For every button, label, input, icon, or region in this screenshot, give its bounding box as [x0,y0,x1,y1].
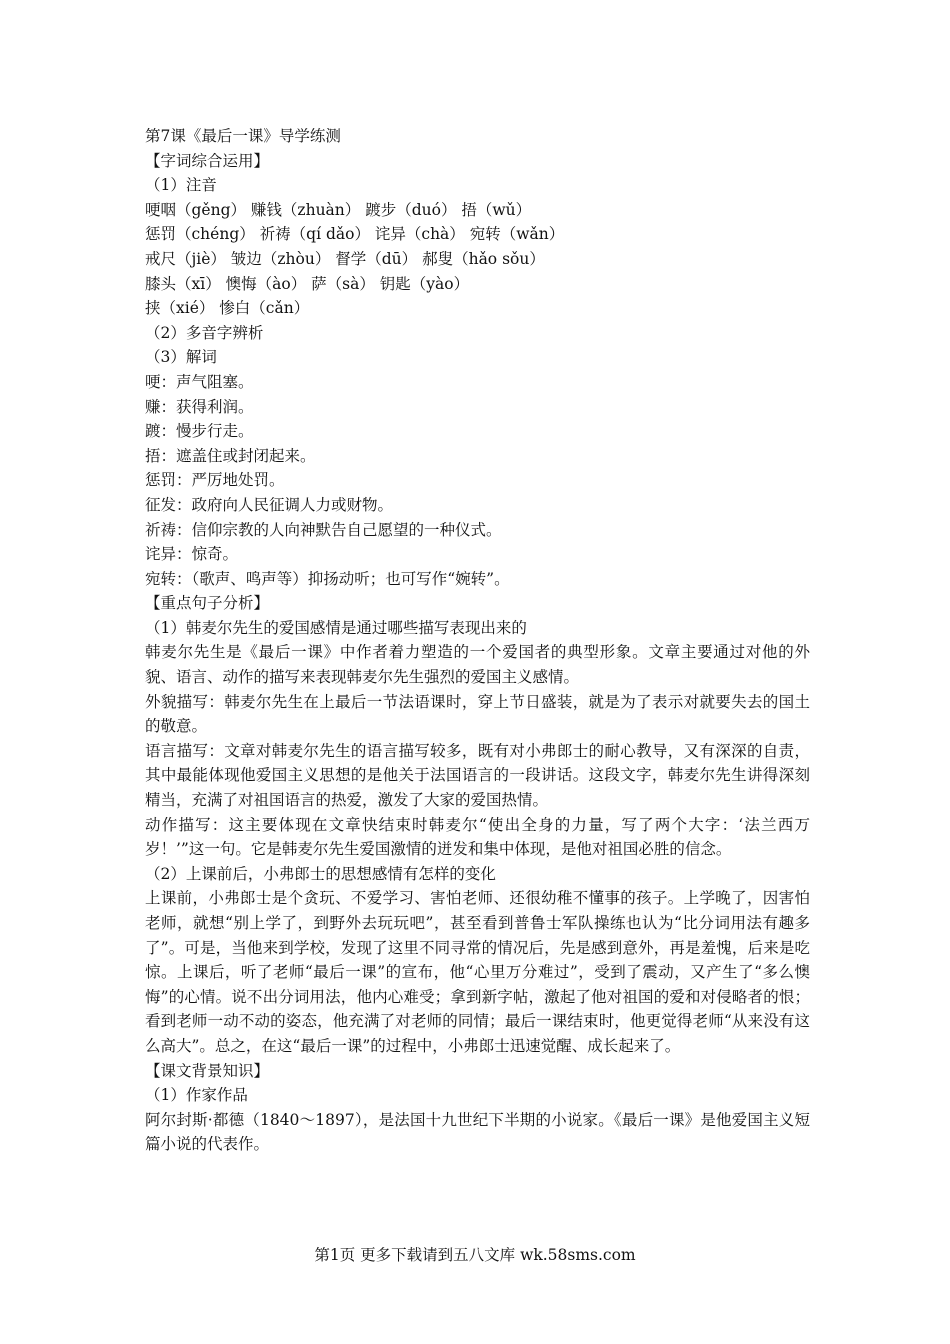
pinyin-line: 挟（xié） 惨白（cǎn） [145,299,310,318]
author-paragraph: 阿尔封斯·都德（1840～1897），是法国十九世纪下半期的小说家。《最后一课》是他爱国主义短篇小说的代表作。 [145,1110,810,1154]
definition-item: 哽：声气阻塞。 [145,372,254,391]
definition-item: 惩罚：严厉地处罚。 [145,471,285,490]
page-footer: 第1页 更多下载请到五八文库 wk.58sms.com [314,1246,636,1264]
definition-item: 征发：政府向人民征调人力或财物。 [145,495,394,514]
definition-item: 诧异：惊奇。 [145,545,239,564]
section-heading-vocabulary: 【字词综合运用】 [145,151,270,170]
document-body [145,124,810,1157]
pinyin-line: 膝头（xī） 懊悔（ào） 萨（sà） 钥匙（yào） [145,274,470,293]
question-heading: （2）上课前后，小弗郎士的思想感情有怎样的变化 [145,864,496,883]
definition-item: 赚：获得利润。 [145,397,254,416]
document-title: 第7课《最后一课》导学练测 [145,127,341,145]
answer-paragraph: 外貌描写：韩麦尔先生在上最后一节法语课时，穿上节日盛装，就是为了表示对就要失去的国土的敬意。 [145,692,810,736]
definition-item: 祈祷：信仰宗教的人向神默告自己愿望的一种仪式。 [145,520,502,539]
definition-item: 宛转：（歌声、鸣声等）抑扬动听；也可写作“婉转”。 [145,569,510,588]
section-heading-background: 【课文背景知识】 [145,1061,270,1080]
subheading-pinyin: （1）注音 [145,176,217,195]
answer-paragraph: 上课前，小弗郎士是个贪玩、不爱学习、害怕老师、还很幼稚不懂事的孩子。上学晚了，因害怕老师，就想“别上学了，到野外去玩玩吧”，甚至看到普鲁士军队操练也认为“比分词用法有趣多了”。可是，当他来到学校，发现了这里不同寻常的情况后，先是感到意外，再是羞愧，后来是吃惊。上课后，听了老师“最后一课”的宣布，他“心里万分难过”，受到了震动，又产生了“多么懊悔”的心情。说不出分词用法，他内心难受；拿到新字帖，激起了他对祖国的爱和对侵略者的恨；看到老师一动不动的姿态，他充满了对老师的同情；最后一课结束时，他更觉得老师“从来没有这么高大”。总之，在这“最后一课”的过程中，小弗郎士迅速觉醒、成长起来了。 [145,889,810,1055]
subheading-definitions: （3）解词 [145,348,217,367]
definition-item: 踱：慢步行走。 [145,422,254,441]
answer-paragraph: 韩麦尔先生是《最后一课》中作者着力塑造的一个爱国者的典型形象。文章主要通过对他的外貌、语言、动作的描写来表现韩麦尔先生强烈的爱国主义感情。 [145,643,810,687]
pinyin-line: 戒尺（jiè） 皱边（zhòu） 督学（dū） 郝叟（hǎo sǒu） [145,249,545,268]
subheading-polyphonic: （2）多音字辨析 [145,323,264,342]
subheading-author-works: （1）作家作品 [145,1086,248,1105]
question-heading: （1）韩麦尔先生的爱国感情是通过哪些描写表现出来的 [145,618,527,637]
pinyin-line: 哽咽（gěng） 赚钱（zhuàn） 踱步（duó） 捂（wǔ） [145,200,532,219]
pinyin-line: 惩罚（chéng） 祈祷（qí dǎo） 诧异（chà） 宛转（wǎn） [145,225,565,244]
answer-paragraph: 动作描写：这主要体现在文章快结束时韩麦尔“使出全身的力量，写了两个大字：‘法兰西万岁！’”这一句。它是韩麦尔先生爱国激情的迸发和集中体现，是他对祖国必胜的信念。 [145,815,810,859]
definition-item: 捂：遮盖住或封闭起来。 [145,446,316,465]
section-heading-key-sentences: 【重点句子分析】 [145,594,270,613]
answer-paragraph: 语言描写：文章对韩麦尔先生的语言描写较多，既有对小弗郎士的耐心教导，又有深深的自责，其中最能体现他爱国主义思想的是他关于法国语言的一段讲话。这段文字，韩麦尔先生讲得深刻精当，充满了对祖国语言的热爱，激发了大家的爱国热情。 [145,741,810,810]
